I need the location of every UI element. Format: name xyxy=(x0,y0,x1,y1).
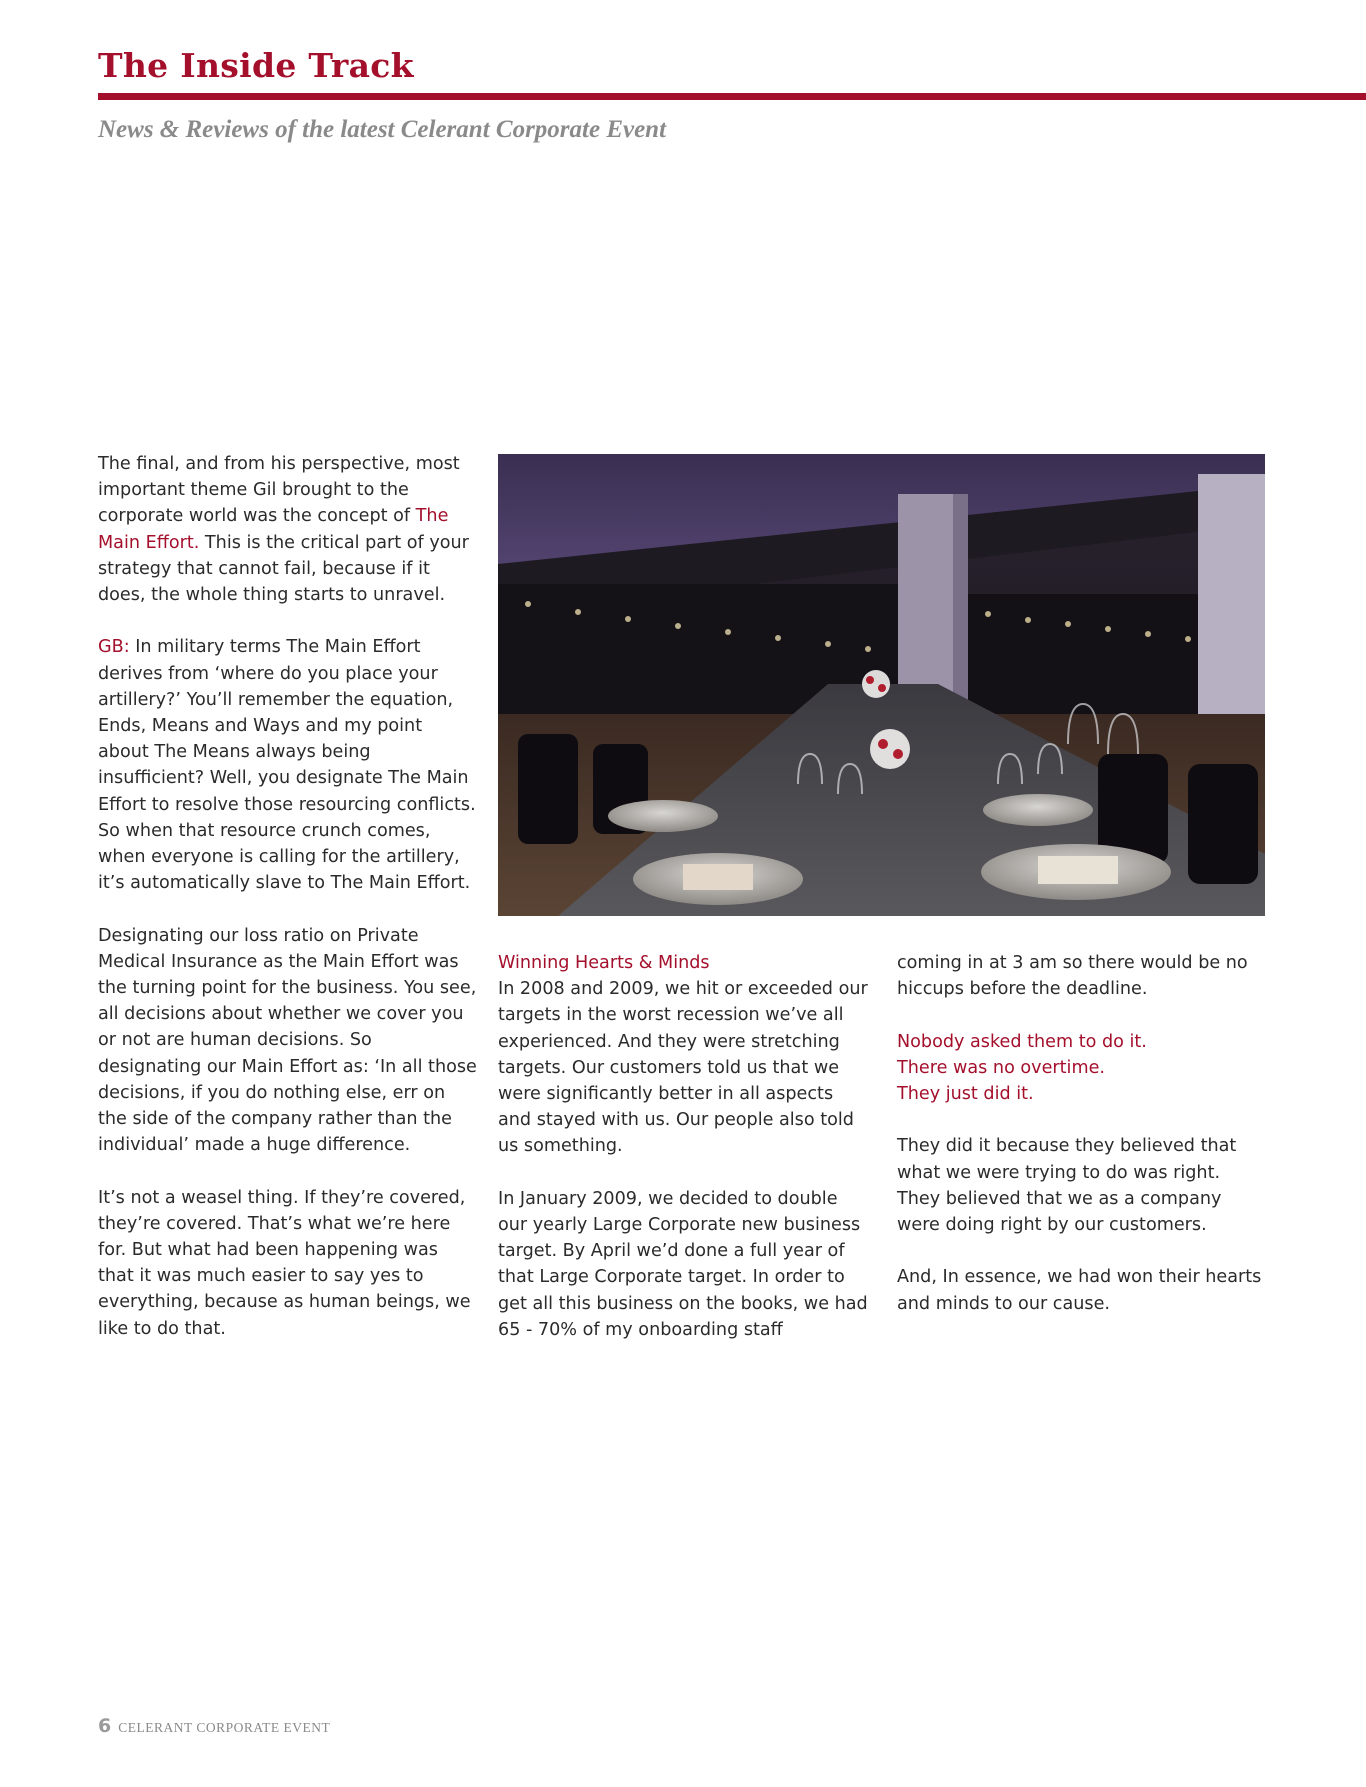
paragraph xyxy=(98,451,478,608)
paragraph: Designating our loss ratio on Private Medical Insurance as the Main Effort was the turning point for the business. You see, all decisions about whether we cover you or not are human decisions. So designating our Main Effort as: ‘In all those decisions, if you do nothing else, err on the side of the company rather than the individual’ made a huge difference. xyxy=(98,925,477,1156)
highlight-line: There was no overtime. xyxy=(897,1057,1105,1078)
paragraph: They did it because they believed that what we were trying to do was right. They believed that we as a company were doing right by our customers. xyxy=(897,1136,1237,1235)
page-footer xyxy=(98,1713,330,1737)
speaker-label: GB: xyxy=(98,637,130,658)
text-run: In military terms The Main Effort derives from ‘where do you place your artillery?’ You’ll remember the equation, Ends, Means and Ways and my point about The Means always being insufficient? Well, you designate The Main Effort to resolve those resourcing conflicts. So when that resource crunch comes, when everyone is calling for the artillery, it’s automatically slave to The Main Effort. xyxy=(98,637,476,894)
paragraph: coming in at 3 am so there would be no hiccups before the deadline. xyxy=(897,953,1248,1000)
text-run: This is the critical part of your strategy that cannot fail, because if it does, the whole thing starts to unravel. xyxy=(98,532,469,606)
paragraph xyxy=(98,634,478,896)
paragraph: In January 2009, we decided to double our yearly Large Corporate new business target. By April we’d done a full year of that Large Corporate target. In order to get all this business on the books, we had 65 - 70% of my onboarding staff xyxy=(498,1188,868,1340)
page-subtitle: News & Reviews of the latest Celerant Corporate Event xyxy=(98,116,667,143)
paragraph: It’s not a weasel thing. If they’re covered, they’re covered. That’s what we’re here for. But what had been happening was that it was much easier to say yes to everything, because as human beings, we like to do that. xyxy=(98,1187,471,1339)
section-heading: Winning Hearts & Minds xyxy=(498,953,710,973)
article-column-3 xyxy=(897,950,1267,1317)
page-number: 6 xyxy=(98,1715,112,1737)
dining-room-photo xyxy=(498,454,1265,916)
paragraph: In 2008 and 2009, we hit or exceeded our targets in the worst recession we’ve all experienced. And they were stretching targets. Our customers told us that we were significantly better in all aspects and stayed with us. Our people also told us something. xyxy=(498,979,868,1157)
publication-name: CELERANT CORPORATE EVENT xyxy=(118,1720,331,1735)
text-run: The final, and from his perspective, most important theme Gil brought to the corporate world was the concept of xyxy=(98,454,460,527)
article-column-2 xyxy=(498,950,868,1343)
article-column-1 xyxy=(98,451,478,1342)
highlight-line: They just did it. xyxy=(897,1084,1034,1104)
highlight-quote xyxy=(897,1029,1267,1108)
title-rule xyxy=(98,93,1366,100)
paragraph: And, In essence, we had won their hearts and minds to our cause. xyxy=(897,1267,1262,1314)
page-title: The Inside Track xyxy=(98,46,414,85)
main-effort-highlight: The Main Effort. xyxy=(98,506,449,553)
highlight-line: Nobody asked them to do it. xyxy=(897,1031,1147,1052)
